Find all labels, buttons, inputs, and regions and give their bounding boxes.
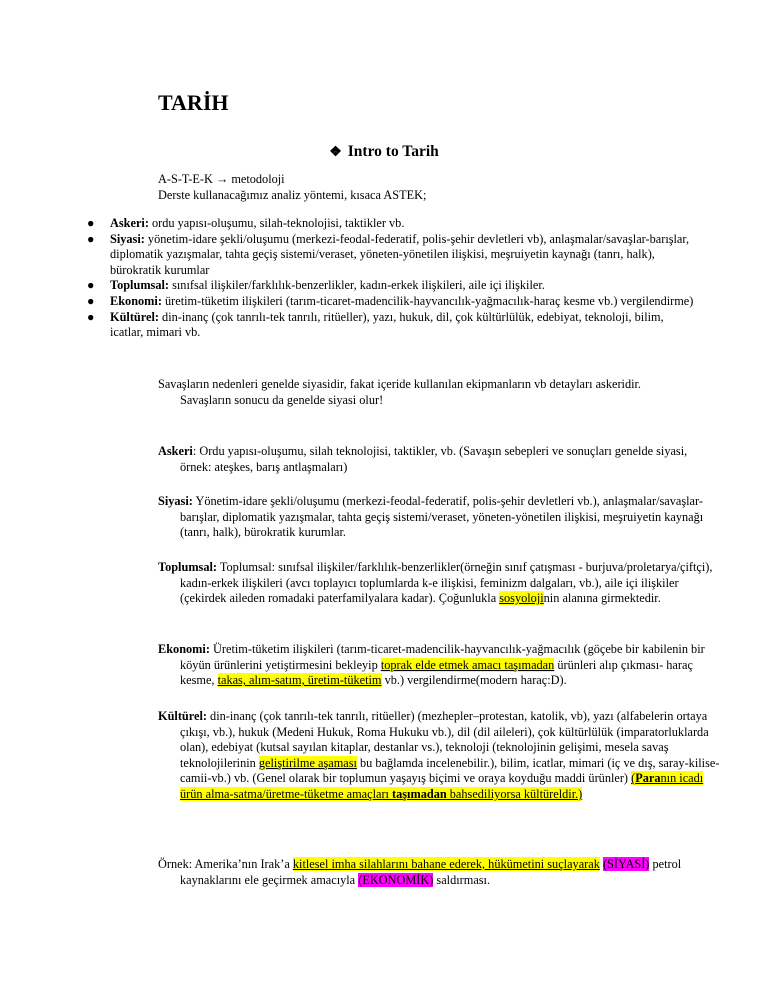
highlight-part: (: [631, 771, 636, 786]
example-text: Örnek: Amerika’nın Irak’a: [158, 857, 293, 871]
bullet-text: üretim-tüketim ilişkileri (tarım-ticaret-madencilik-hayvancılık-yağmacılık-haraç kesme vb.) vergilendirme): [161, 293, 694, 308]
example-text: petrol kaynaklarını ele geçirmek amacıyla: [180, 857, 682, 887]
diamond-bullet-icon: ❖: [329, 145, 342, 160]
ekonomi-section: [158, 642, 720, 689]
bullet-dot-icon: ●: [87, 231, 95, 246]
highlight-sosyoloji: sosyoloji: [499, 591, 544, 606]
list-item: [0, 310, 700, 341]
list-item: [0, 232, 700, 279]
highlight-gelistirilme: geliştirilme aşaması: [258, 755, 357, 770]
section-text: nin alanına girmektedir.: [543, 591, 661, 606]
highlight-part: nın icadı ürün alma-satma/üretme-tüketme amaçları: [180, 771, 704, 801]
bullet-term: Kültürel:: [110, 309, 159, 324]
toplumsal-section: [158, 560, 720, 607]
bullet-text: ordu yapısı-oluşumu, silah-teknolojisi, taktikler vb.: [148, 216, 405, 230]
section-text: Üretim-tüketim ilişkileri (tarım-ticaret-madencilik-hayvancılık-yağmacılık (göçebe bir kabilenin bir köyün ürünlerini yetiştirmesini bekleyip: [180, 642, 705, 672]
bullet-text: yönetim-idare şekli/oluşumu (merkezi-feodal-federatif, polis-şehir devletleri vb), anlaşmalar/savaşlar-barışlar, diplomatik yazışmalar, tahta geçiş sistemi/veraset, yöneten-yönetilen ilişkisi, meşruiyetin kaynağı (tanrı, halk), bürokratik kurumlar: [110, 231, 690, 277]
highlight-bold: Para: [635, 771, 661, 786]
section-term: Askeri: [158, 444, 193, 458]
document-title: TARİH: [158, 90, 229, 115]
example-paragraph: [158, 857, 720, 888]
intro-line-1: A-S-T-E-K → metodoloji: [158, 172, 285, 186]
section-term: Ekonomi:: [158, 642, 210, 656]
list-item: [0, 294, 700, 310]
highlight-takas: takas, alım-satım, üretim-tüketim: [217, 673, 382, 688]
intro-paragraph: [158, 172, 718, 203]
bullet-dot-icon: ●: [87, 309, 95, 324]
section-text: din-inanç (çok tanrılı-tek tanrılı, ritüeller) (mezhepler–protestan, katolik, vb), yazı (alfabelerin ortaya çıkışı, vb.), hukuk (Medeni Hukuk, Roma Hukuku vb.), dil (dil aileleri), çok kültürlülük (imparatorluklarda olan), edebiyat (kutsal sayılan kitaplar, destanlar vs.), teknoloji (teknolojinin gelişimi, mesela savaş teknolojilerinin: [180, 709, 709, 770]
example-text: saldırması.: [433, 872, 491, 887]
astek-bullet-list: [0, 216, 700, 341]
list-item: [0, 278, 700, 294]
bullet-text: din-inanç (çok tanrılı-tek tanrılı, ritüeller), yazı, hukuk, dil, çok kültürlülük, edebiyat, teknoloji, bilim, icatlar, mimari vb.: [110, 309, 664, 340]
section-term: Siyasi:: [158, 494, 193, 508]
highlight-toprak: toprak elde etmek amacı taşımadan: [380, 657, 555, 672]
section-text: bu bağlamda incelenebilir.), bilim, icatlar, mimari (iç ve dış, saray-kilise-camii-vb.) vb. (Genel olarak bir toplumun yaşayış biçimi ve oraya koyduğu maddi ürünler): [180, 755, 720, 786]
highlight-part: bahsediliyorsa kültüreldir.): [446, 786, 583, 801]
bullet-term: Siyasi:: [110, 231, 145, 246]
highlight-kitlesel: kitlesel imha silahlarını bahane ederek, hükümetini suçlayarak: [292, 857, 600, 871]
bullet-dot-icon: ●: [87, 278, 95, 293]
war-note-paragraph: [158, 377, 720, 408]
section-term: Toplumsal:: [158, 560, 218, 574]
bullet-term: Ekonomi:: [110, 293, 162, 308]
kulturel-section: [158, 709, 720, 803]
bullet-term: Askeri:: [110, 216, 149, 230]
askeri-section: [158, 444, 720, 475]
note-line-2: Savaşların sonucu da genelde siyasi olur!: [180, 392, 384, 407]
bullet-dot-icon: ●: [87, 293, 95, 308]
bullet-text: sınıfsal ilişkiler/farklılık-benzerlikler, kadın-erkek ilişkileri, aile içi ilişkiler.: [169, 278, 545, 293]
bullet-dot-icon: ●: [87, 216, 95, 230]
intro-line-2: Derste kullanacağımız analiz yöntemi, kısaca ASTEK;: [158, 187, 427, 202]
section-text: Toplumsal: sınıfsal ilişkiler/farklılık-benzerlikler(örneğin sınıf çatışması - burjuva/proletarya/çiftçi), kadın-erkek ilişkileri (avcı toplayıcı toplumlarda k-e ilişkisi, feminizm dalgaları, vb.), aile içi ilişkiler (çekirdek aileden romadaki paterfamilyalara kadar). Çoğunlukla: [180, 560, 713, 606]
note-line-1: Savaşların nedenleri genelde siyasidir, fakat içeride kullanılan ekipmanların vb detayları askeridir.: [158, 377, 642, 391]
highlight-bold: taşımadan: [392, 786, 447, 801]
section-text: : Ordu yapısı-oluşumu, silah teknolojisi, taktikler, vb. (Savaşın sebepleri ve sonuçları genelde siyasi, örnek: ateşkes, barış antlaşmaları): [180, 444, 688, 474]
list-item: [0, 216, 700, 232]
tag-siyasi: (SİYASİ): [602, 857, 650, 871]
tag-ekonomik: (EKONOMİK): [358, 872, 434, 887]
section-text: Yönetim-idare şekli/oluşumu (merkezi-feodal-federatif, polis-şehir devletleri vb.), anlaşmalar/savaşlar-barışlar, diplomatik yazışmalar, tahta geçiş sistemi/veraset, yöneten-yönetilen ilişkisi, meşruiyetin kaynağı (tanrı, halk), bürokratik kurumlar.: [180, 494, 704, 540]
heading-text: Intro to Tarih: [347, 143, 439, 160]
section-text: vb.) vergilendirme(modern haraç:D).: [381, 673, 567, 688]
section-heading: [0, 143, 768, 161]
siyasi-section: [158, 494, 720, 541]
section-text: ürünleri alıp çıkması- haraç kesme,: [180, 657, 693, 688]
section-term: Kültürel:: [158, 709, 207, 723]
bullet-term: Toplumsal:: [110, 278, 170, 293]
